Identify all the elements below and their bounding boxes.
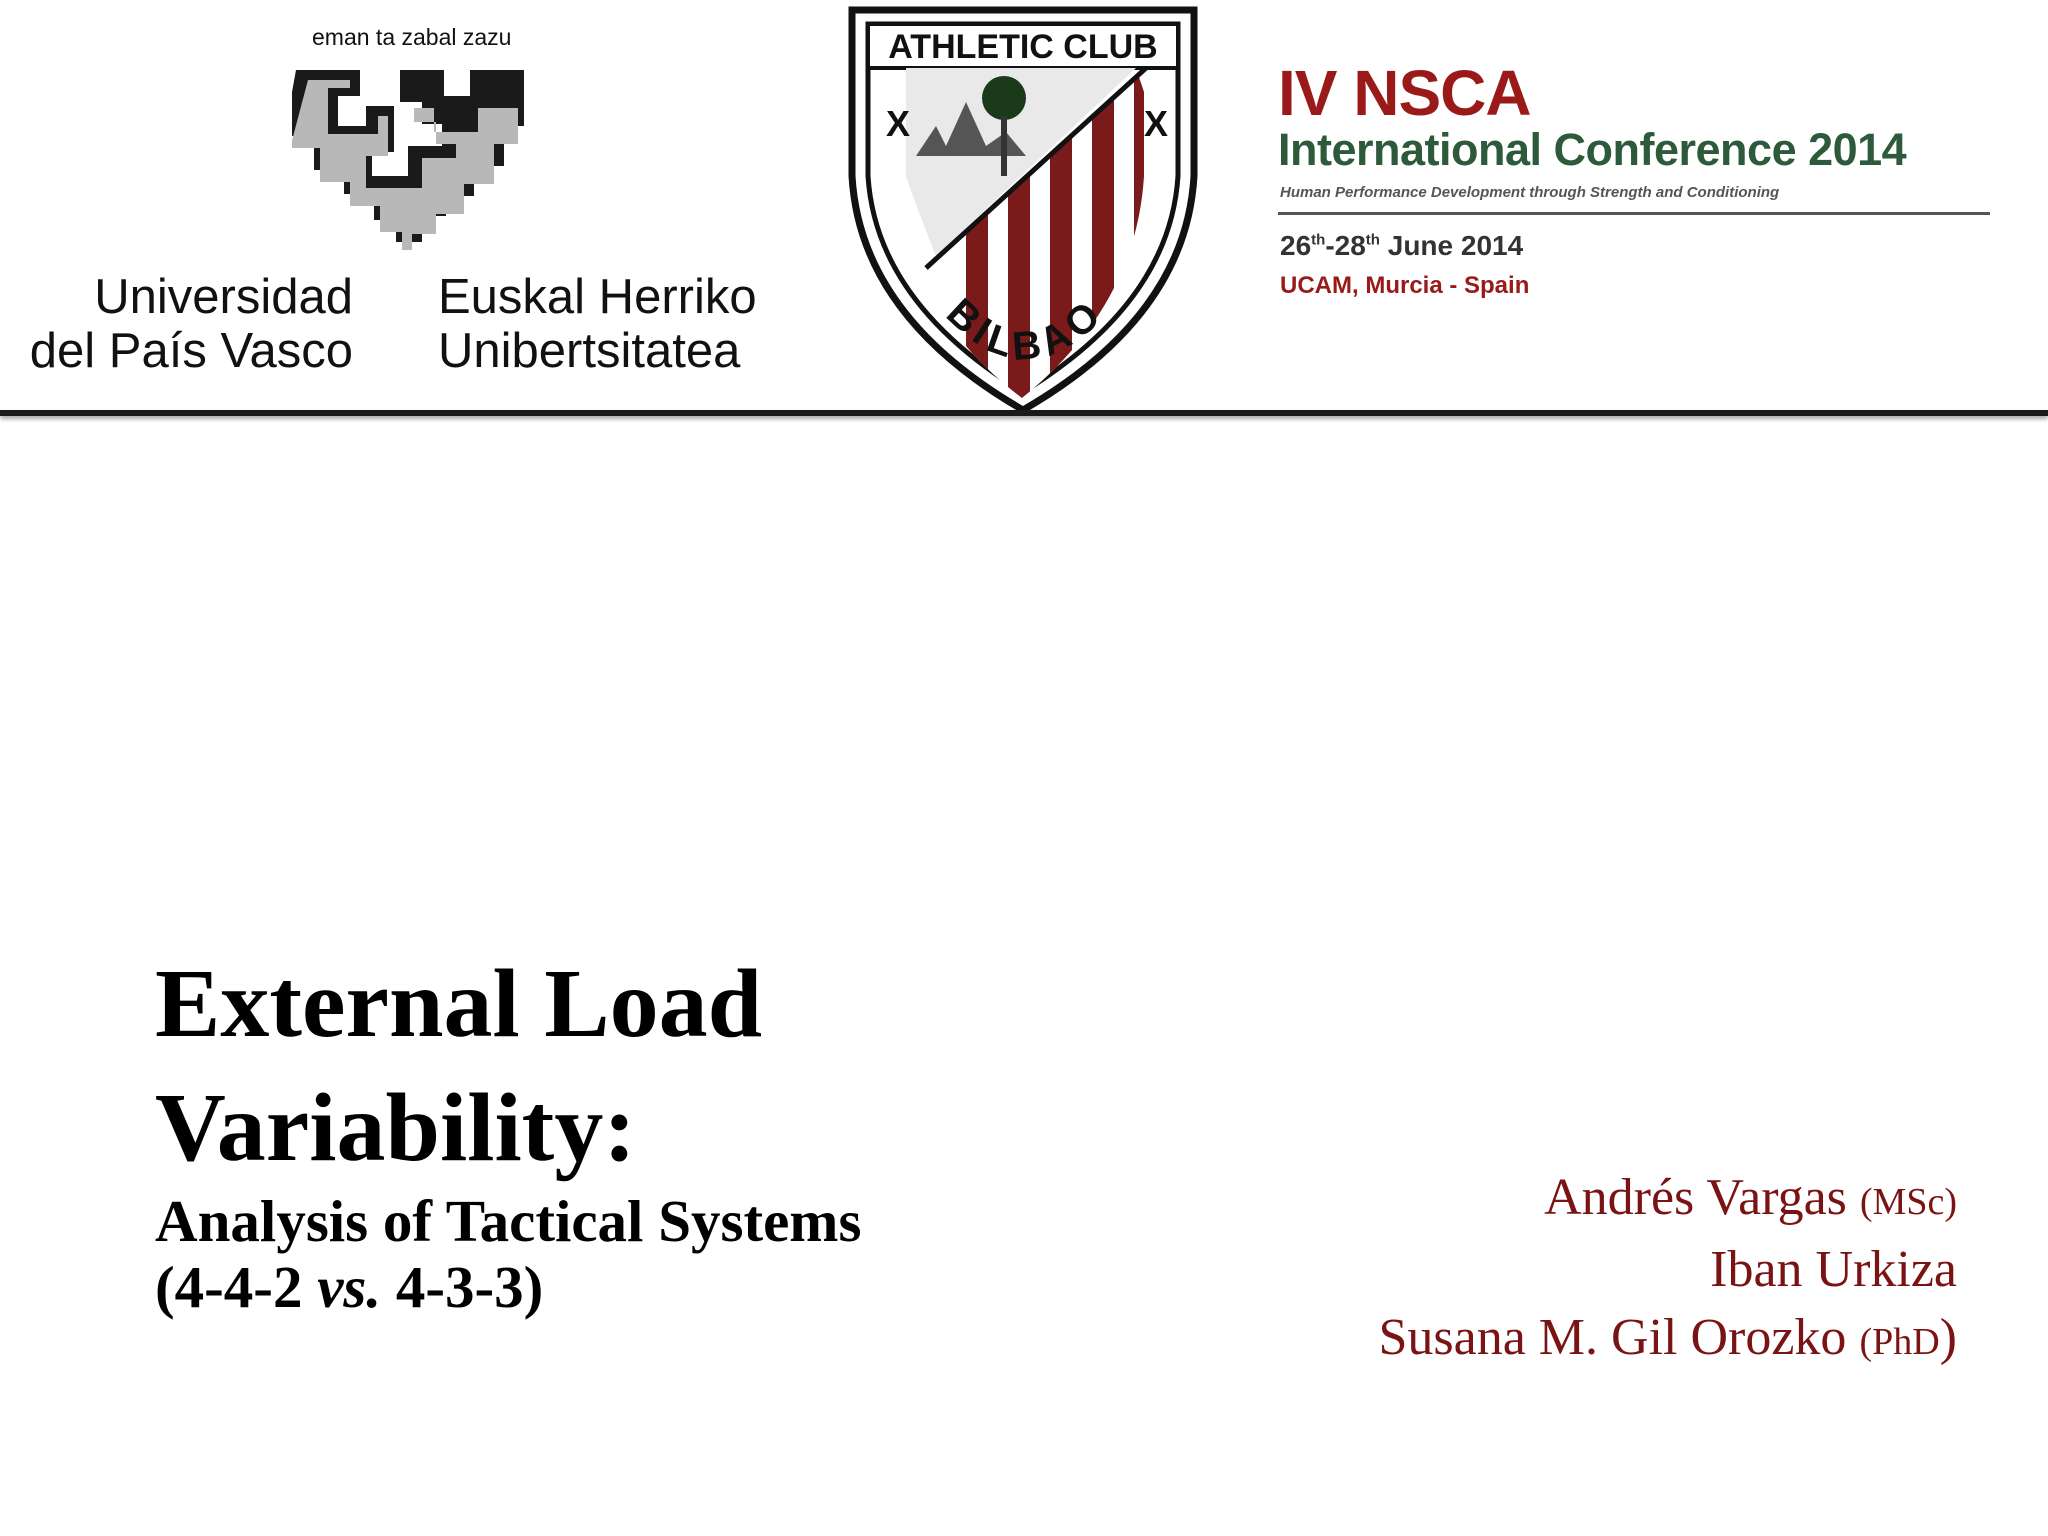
author-name: Andrés Vargas bbox=[1544, 1169, 1847, 1226]
slide-header bbox=[0, 0, 2048, 420]
author-degree-closing: ) bbox=[1939, 1309, 1957, 1366]
university-name-basque bbox=[438, 270, 757, 378]
slide-title-line1: External Load bbox=[155, 950, 763, 1058]
author-degree: (PhD bbox=[1859, 1321, 1940, 1363]
crest-right-x: X bbox=[1144, 103, 1169, 144]
conference-logo bbox=[1278, 58, 2018, 318]
slide-subtitle-line1: Analysis of Tactical Systems bbox=[155, 1188, 862, 1254]
university-emblem-icon bbox=[292, 68, 524, 250]
conference-date-start: 26 bbox=[1280, 230, 1312, 261]
author-degree: (MSc) bbox=[1859, 1181, 1957, 1223]
conference-dates bbox=[1280, 230, 1523, 262]
subtitle-system-b: 4-3-3) bbox=[381, 1254, 544, 1320]
slide-title-block bbox=[155, 942, 1055, 1320]
author-item bbox=[1378, 1164, 1957, 1236]
conference-subtitle: International Conference 2014 bbox=[1278, 124, 1907, 175]
author-name: Susana M. Gil Orozko bbox=[1378, 1309, 1847, 1366]
author-item bbox=[1378, 1304, 1957, 1376]
subtitle-system-a: (4-4-2 bbox=[155, 1254, 318, 1320]
university-name-eu-line1: Euskal Herriko bbox=[438, 270, 757, 324]
university-motto: eman ta zabal zazu bbox=[312, 24, 512, 50]
slide-title bbox=[155, 942, 1055, 1190]
conference-tagline: Human Performance Development through Strength and Conditioning bbox=[1280, 184, 1780, 201]
university-name-eu-line2: Unibertsitatea bbox=[438, 324, 741, 378]
subtitle-versus: vs. bbox=[317, 1254, 382, 1320]
header-divider bbox=[0, 410, 2048, 416]
crest-bottom-textpath: BILBAO bbox=[938, 289, 1114, 370]
author-item bbox=[1378, 1236, 1957, 1304]
author-name: Iban Urkiza bbox=[1710, 1241, 1957, 1298]
conference-date-month: June 2014 bbox=[1379, 230, 1524, 261]
conference-date-start-suffix: th bbox=[1311, 231, 1326, 249]
slide-title-line2: Variability: bbox=[155, 1074, 636, 1182]
crest-top-text: ATHLETIC CLUB bbox=[888, 28, 1158, 66]
conference-location: UCAM, Murcia - Spain bbox=[1280, 272, 1530, 299]
university-name-es-line2: del País Vasco bbox=[29, 324, 353, 378]
conference-date-end: -28 bbox=[1325, 230, 1366, 261]
conference-divider bbox=[1278, 212, 1990, 215]
slide-subtitle bbox=[155, 1188, 1055, 1320]
university-name-es-line1: Universidad bbox=[94, 270, 353, 324]
athletic-club-crest-icon bbox=[846, 6, 1200, 412]
conference-title: IV NSCA bbox=[1278, 57, 1531, 129]
conference-date-end-suffix: th bbox=[1365, 231, 1380, 249]
slide-subtitle-line2 bbox=[155, 1254, 1055, 1320]
university-name-spanish bbox=[30, 270, 353, 378]
author-list bbox=[1378, 1164, 1957, 1376]
crest-left-x: X bbox=[886, 103, 911, 144]
